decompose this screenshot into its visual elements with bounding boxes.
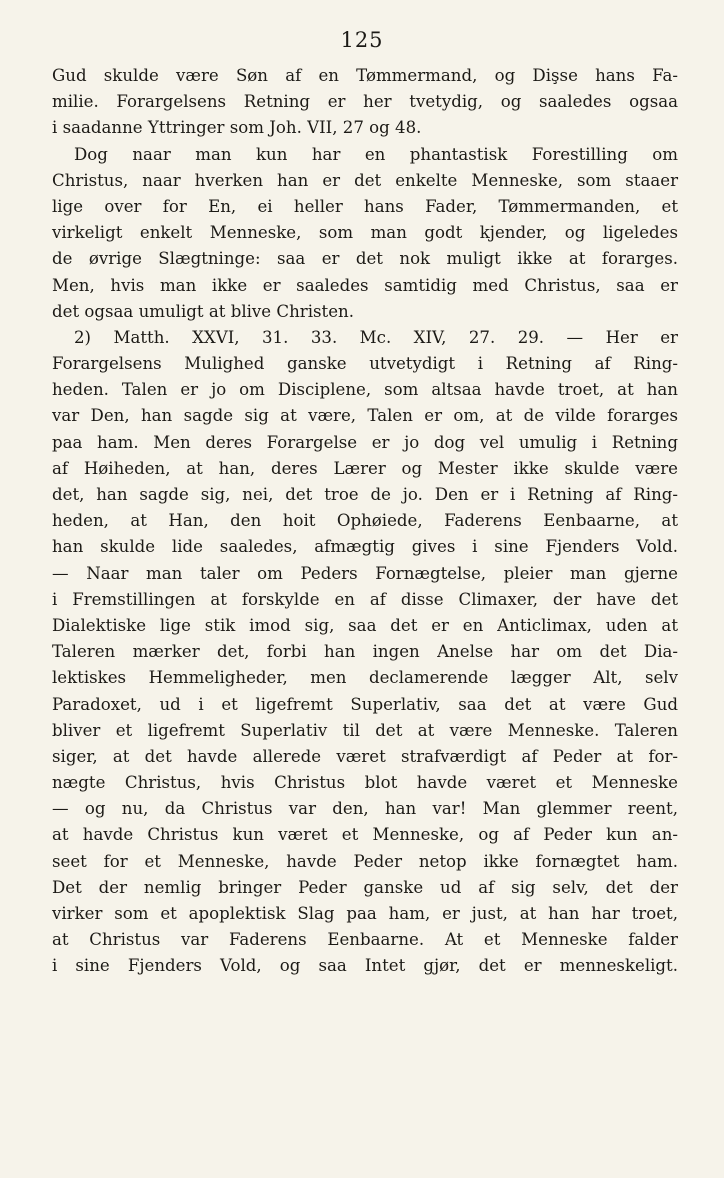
text-line: seet for et Menneske, havde Peder netop ikke fornægtet ham.: [52, 851, 678, 871]
text-line: Taleren mærker det, forbi han ingen Anelse har om det Dia-: [52, 642, 678, 662]
text-line: heden, at Han, den hoit Ophøiede, Faderens Eenbaarne, at: [52, 511, 678, 531]
text-line: — og nu, da Christus var den, han var! Man glemmer reent,: [52, 799, 678, 819]
text-line: at Christus var Faderens Eenbaarne. At et Menneske falder: [52, 930, 678, 950]
text-line: virkeligt enkelt Menneske, som man godt kjender, og ligeledes: [52, 223, 678, 243]
text-line: han skulde lide saaledes, afmægtig gives i sine Fjenders Vold.: [52, 537, 678, 557]
text-line: i saadanne Yttringer som Joh. VII, 27 og 48.: [52, 118, 422, 138]
text-line: bliver et ligefremt Superlativ til det at være Menneske. Taleren: [52, 720, 678, 740]
text-line: Forargelsens Mulighed ganske utvetydigt i Retning af Ring-: [52, 354, 678, 374]
text-line: i sine Fjenders Vold, og saa Intet gjør, det er menneskeligt.: [52, 956, 678, 976]
body-text: [52, 63, 678, 980]
text-line: Gud skulde være Søn af en Tømmermand, og Dişse hans Fa-: [52, 66, 678, 85]
text-line: — Naar man taler om Peders Fornægtelse, pleier man gjerne: [52, 563, 678, 583]
page-number: 125: [340, 28, 384, 52]
text-line: de øvrige Slægtninge: saa er det nok muligt ikke at forarges.: [52, 249, 678, 269]
text-line: var Den, han sagde sig at være, Talen er om, at de vilde forarges: [52, 406, 678, 426]
text-line: milie. Forargelsens Retning er her tvetydig, og saaledes ogsaa: [52, 92, 678, 112]
text-line: Christus, naar hverken han er det enkelte Menneske, som staaer: [52, 170, 678, 190]
text-line: i Fremstillingen at forskylde en af disse Climaxer, der have det: [52, 589, 678, 609]
text-line: heden. Talen er jo om Disciplene, som altsaa havde troet, at han: [52, 380, 678, 400]
text-line: lige over for En, ei heller hans Fader, Tømmermanden, et: [52, 196, 678, 216]
text-line: af Høiheden, at han, deres Lærer og Mester ikke skulde være: [52, 458, 678, 478]
text-line: det, han sagde sig, nei, det troe de jo. Den er i Retning af Ring-: [52, 485, 678, 504]
text-line: virker som et apoplektisk Slag paa ham, er just, at han har troet,: [52, 904, 678, 923]
text-line: nægte Christus, hvis Christus blot havde været et Menneske: [52, 773, 678, 793]
text-line: siger, at det havde allerede været strafværdigt af Peder at for-: [52, 746, 678, 766]
text-line: Paradoxet, ud i et ligefremt Superlativ, saa det at være Gud: [52, 694, 678, 714]
text-line: 2) Matth. XXVI, 31. 33. Mc. XIV, 27. 29. — Her er: [74, 327, 678, 347]
text-line: at havde Christus kun været et Menneske, og af Peder kun an-: [52, 825, 678, 845]
text-line: Det der nemlig bringer Peder ganske ud af sig selv, det der: [52, 877, 678, 897]
text-line: Dialektiske lige stik imod sig, saa det er en Anticlimax, uden at: [52, 615, 678, 635]
text-line: det ogsaa umuligt at blive Christen.: [52, 301, 354, 321]
text-line: Men, hvis man ikke er saaledes samtidig med Christus, saa er: [52, 275, 678, 295]
text-line: Dog naar man kun har en phantastisk Forestilling om: [74, 144, 678, 164]
text-line: paa ham. Men deres Forargelse er jo dog vel umulig i Retning: [52, 432, 678, 452]
text-line: lektiskes Hemmeligheder, men declamerende lægger Alt, selv: [52, 668, 678, 688]
